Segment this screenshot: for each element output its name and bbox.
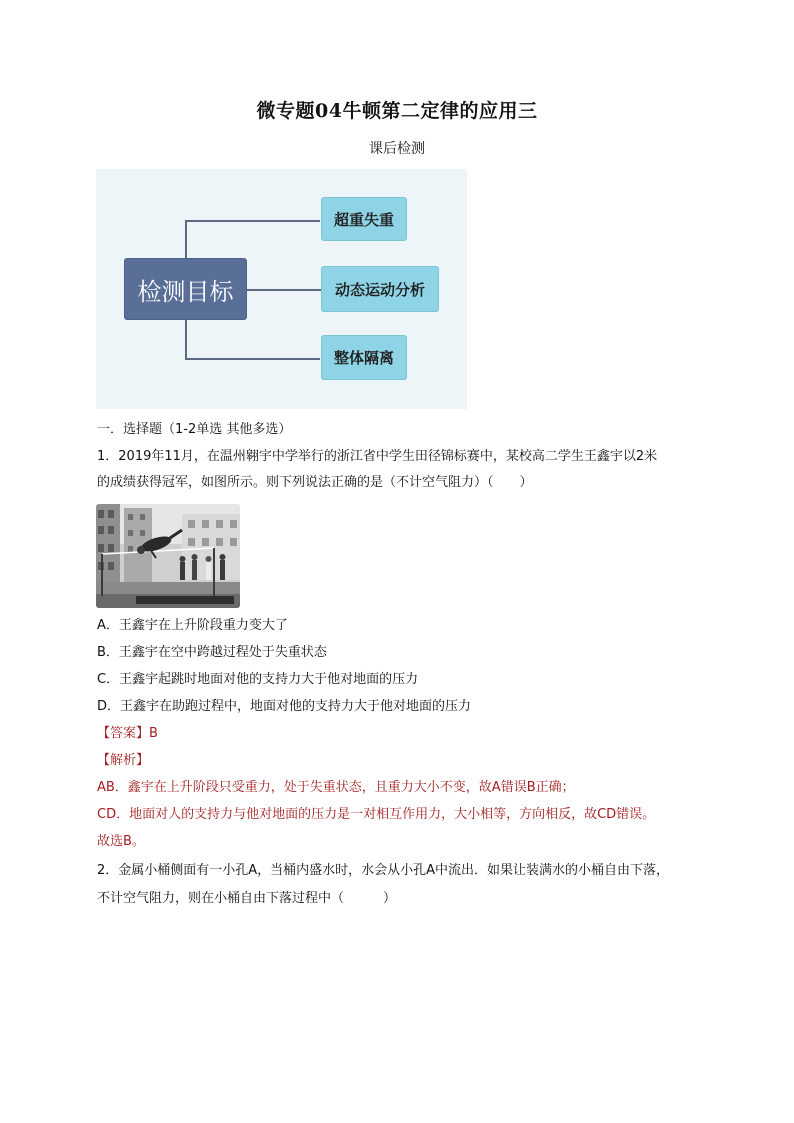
page-subtitle: 课后检测 [369,141,425,157]
q2-stem-line1: 2．金属小桶侧面有一小孔A，当桶内盛水时，水会从小孔A中流出．如果让装满水的小桶自由下落， [97,863,670,878]
answer-value: B [149,726,158,741]
q1-stem-line1: 1．2019年11月，在温州翱宇中学举行的浙江省中学生田径锦标赛中，某校高二学生王鑫宇以2米 [97,449,658,464]
mind-map [96,169,467,409]
q1-option-c: C．王鑫宇起跳时地面对他的支持力大于他对地面的压力 [97,672,419,687]
q1-answer [97,725,158,743]
q1-option-b: B．王鑫宇在空中跨越过程处于失重状态 [97,645,327,660]
connector-top [185,220,320,222]
mind-map-node-1: 超重失重 [321,197,407,241]
mind-map-root: 检测目标 [124,258,247,320]
q1-conclusion: 故选B。 [97,834,145,849]
page-title: 微专题04牛顿第二定律的应用三 [256,100,538,122]
high-jump-photo [96,504,240,608]
section-heading: 一．选择题（1-2单选 其他多选） [97,422,292,437]
q1-analysis-line1: AB．鑫宇在上升阶段只受重力，处于失重状态，且重力大小不变，故A错误B正确； [97,780,575,795]
q1-option-a: A．王鑫宇在上升阶段重力变大了 [97,618,288,633]
mind-map-node-3: 整体隔离 [321,335,407,380]
q1-option-d: D．王鑫宇在助跑过程中，地面对他的支持力大于他对地面的压力 [97,699,472,714]
answer-tag: 【答案】 [97,726,150,741]
connector-middle [247,289,322,291]
q1-analysis-line2: CD．地面对人的支持力与他对地面的压力是一对相互作用力，大小相等，方向相反，故CD错误。 [97,807,656,822]
q2-stem-line2: 不计空气阻力，则在小桶自由下落过程中（ ） [97,891,397,906]
mind-map-node-2: 动态运动分析 [321,266,439,312]
q1-analysis-tag: 【解析】 [97,753,150,768]
q1-stem-line2: 的成绩获得冠军，如图所示。则下列说法正确的是（不计空气阻力）（ ） [97,475,533,490]
connector-bottom [185,358,320,360]
